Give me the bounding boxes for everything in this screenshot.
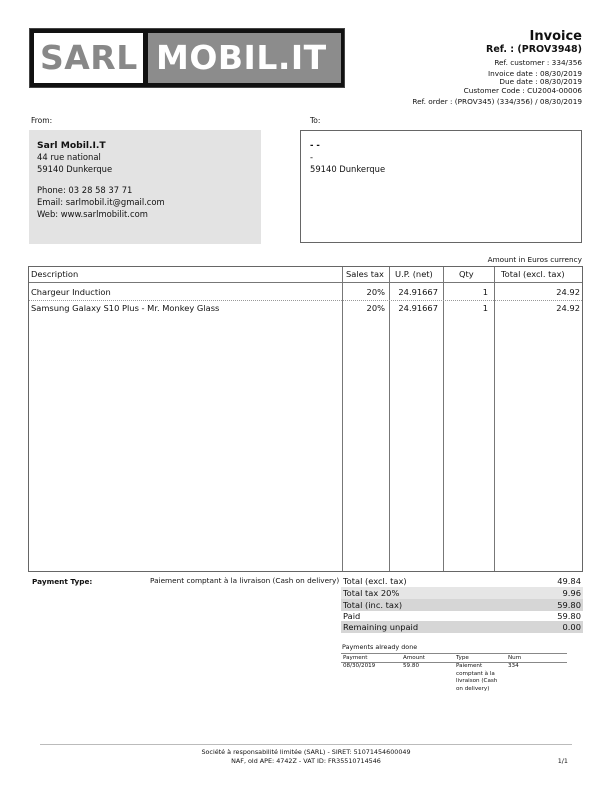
total-value: 49.84 <box>557 576 581 586</box>
logo-left-text: SARL <box>34 33 143 83</box>
company-logo <box>29 28 345 88</box>
payments-col-type: Type <box>456 655 469 661</box>
payment-type-value: Paiement comptant à la livraison (Cash on delivery) <box>150 576 340 585</box>
logo-right-text: MOBIL.IT <box>148 33 341 83</box>
row-total: 24.92 <box>556 287 580 297</box>
invoice-ref: Ref. : (PROV3948) <box>486 44 582 55</box>
total-label: Total (inc. tax) <box>343 600 403 610</box>
due-date: Due date : 08/30/2019 <box>499 77 582 86</box>
currency-note: Amount in Euros currency <box>487 255 582 264</box>
total-excl-tax-row <box>341 575 583 587</box>
total-value: 59.80 <box>557 600 581 610</box>
document-title: Invoice <box>529 29 582 44</box>
sender-city: 59140 Dunkerque <box>37 164 113 174</box>
total-label: Total (excl. tax) <box>343 576 407 586</box>
footer-legal-1: Société à responsabilité limitée (SARL) - SIRET: 51071454600049 <box>201 748 411 756</box>
page-number: 1/1 <box>557 757 568 765</box>
row-tax: 20% <box>366 303 385 313</box>
invoice-date: Invoice date : 08/30/2019 <box>487 69 582 78</box>
total-value: 59.80 <box>557 611 581 621</box>
sender-street: 44 rue national <box>37 152 101 162</box>
row-up: 24.91667 <box>398 287 438 297</box>
sender-address-box <box>29 130 261 244</box>
row-description: Chargeur Induction <box>31 287 111 297</box>
footer-legal-2: NAF, old APE: 4742Z - VAT ID: FR35510714546 <box>231 757 381 765</box>
payments-col-amount: Amount <box>403 655 425 661</box>
recipient-address-box <box>300 130 582 243</box>
remaining-unpaid-row <box>341 621 583 633</box>
row-qty: 1 <box>482 287 488 297</box>
total-label: Total tax 20% <box>343 588 400 598</box>
recipient-name: - - <box>310 140 320 150</box>
to-label: To: <box>310 116 321 125</box>
total-value: 0.00 <box>562 622 581 632</box>
total-label: Remaining unpaid <box>343 622 419 632</box>
payments-col-payment: Payment <box>343 655 368 661</box>
ref-order: Ref. order : (PROV345) (334/356) / 08/30/2019 <box>412 97 582 106</box>
col-header-description: Description <box>31 269 79 279</box>
sender-phone: Phone: 03 28 58 37 71 <box>37 185 133 195</box>
from-label: From: <box>31 116 53 125</box>
customer-code: Customer Code : CU2004-00006 <box>463 86 582 95</box>
total-tax-row <box>341 587 583 599</box>
ref-customer: Ref. customer : 334/356 <box>494 58 582 67</box>
payments-done-title: Payments already done <box>342 643 418 651</box>
recipient-city: 59140 Dunkerque <box>310 164 386 174</box>
total-label: Paid <box>343 611 361 621</box>
total-value: 9.96 <box>562 588 581 598</box>
payment-date: 08/30/2019 <box>343 663 376 669</box>
sender-name: Sarl Mobil.I.T <box>37 140 106 151</box>
row-description: Samsung Galaxy S10 Plus - Mr. Monkey Glass <box>31 303 220 313</box>
col-header-qty: Qty <box>459 269 474 279</box>
col-header-total: Total (excl. tax) <box>501 269 565 279</box>
recipient-line1: - <box>310 152 314 162</box>
invoice-lines-table <box>28 266 583 572</box>
payment-type-label: Payment Type: <box>32 577 93 586</box>
payments-col-num: Num <box>508 655 522 661</box>
row-qty: 1 <box>482 303 488 313</box>
row-total: 24.92 <box>556 303 580 313</box>
sender-email: Email: sarlmobil.it@gmail.com <box>37 197 165 207</box>
payment-amount: 59.80 <box>403 663 420 669</box>
sender-web: Web: www.sarlmobilit.com <box>37 209 148 219</box>
payment-type: Paiement comptant à la livraison (Cash on delivery) <box>456 663 498 692</box>
col-header-tax: Sales tax <box>346 269 384 279</box>
row-up: 24.91667 <box>398 303 438 313</box>
col-header-up: U.P. (net) <box>395 269 433 279</box>
payment-num: 334 <box>508 663 519 669</box>
row-tax: 20% <box>366 287 385 297</box>
